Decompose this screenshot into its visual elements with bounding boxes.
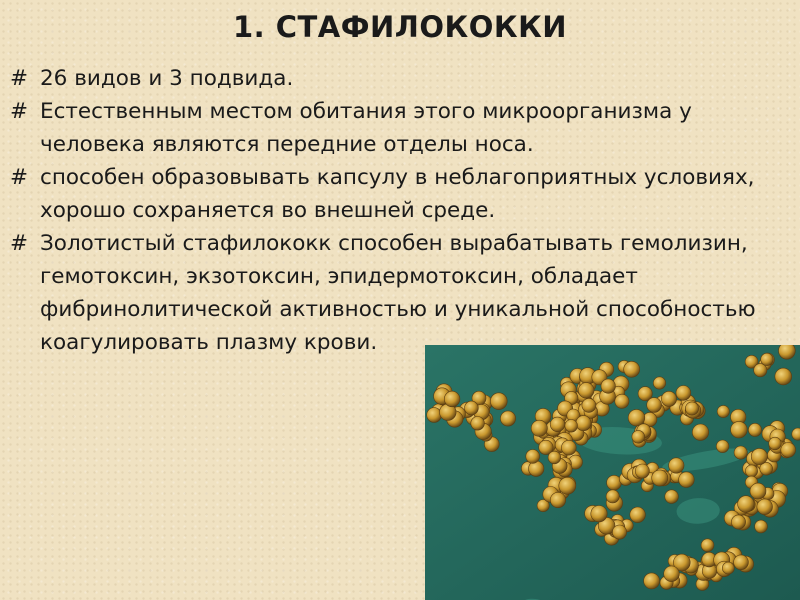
coccus-cell [717, 405, 729, 417]
coccus-cell [559, 477, 576, 494]
coccus-cell [550, 417, 565, 432]
coccus-cell [685, 402, 698, 415]
coccus-cell [775, 368, 792, 385]
coccus-cell [500, 411, 515, 426]
coccus-cell [734, 555, 749, 570]
bullet-text: способен образовывать капсулу в неблагоприятных условиях, хорошо сохраняется во внешней среде. [40, 165, 755, 223]
coccus-cell [716, 440, 729, 453]
coccus-cell [652, 470, 668, 486]
staphylococcus-micrograph [425, 345, 800, 600]
coccus-cell [647, 398, 662, 413]
coccus-cell [757, 499, 773, 515]
bullet-text: Золотистый стафилококк способен вырабатывать гемолизин, гемотоксин, экзотоксин, эпидермотоксин, обладает фибринолитической активностью и уникальной способностью коагулировать плазму крови. [40, 231, 756, 355]
coccus-cell [635, 464, 649, 478]
coccus-cell [692, 424, 708, 440]
coccus-cell [781, 443, 796, 458]
bullet-item [10, 95, 790, 161]
bullet-item [10, 62, 790, 95]
coccus-cell [738, 496, 755, 513]
bullet-text: Естественным местом обитания этого микроорганизма у человека являются передние отделы носа. [40, 99, 692, 157]
coccus-cell [745, 465, 757, 477]
coccus-cell [755, 520, 768, 533]
coccus-cell [591, 506, 607, 522]
coccus-cell [731, 421, 748, 438]
coccus-cell [751, 448, 767, 464]
coccus-cell [661, 391, 676, 406]
bullet-marker: # [10, 165, 29, 190]
coccus-cell [550, 492, 565, 507]
coccus-cell [769, 437, 782, 450]
coccus-cell [561, 440, 576, 455]
coccus-cell [748, 423, 761, 436]
coccus-cell [779, 345, 796, 359]
coccus-cell [526, 450, 540, 464]
bullet-marker: # [10, 99, 29, 124]
bullet-text: 26 видов и 3 подвида. [40, 66, 294, 91]
coccus-cell [612, 525, 626, 539]
coccus-cell [624, 361, 640, 377]
coccus-cell [664, 566, 680, 582]
bullet-item [10, 227, 790, 359]
coccus-cell [676, 386, 691, 401]
slide-title: 1. СТАФИЛОКОККИ [232, 10, 568, 44]
coccus-cell [630, 507, 646, 523]
coccus-cell [632, 430, 645, 443]
coccus-cell [548, 451, 561, 464]
coccus-cell [565, 420, 578, 433]
coccus-cell [731, 515, 745, 529]
coccus-cell [531, 420, 547, 436]
coccus-cell [701, 539, 714, 552]
coccus-cell [490, 393, 507, 410]
coccus-cell [582, 398, 596, 412]
coccus-cell [601, 379, 615, 393]
coccus-cell [750, 483, 766, 499]
coccus-cell [576, 416, 591, 431]
coccus-cell [761, 353, 773, 365]
coccus-cell [665, 490, 679, 504]
coccus-cell [722, 562, 734, 574]
coccus-cell [465, 401, 479, 415]
bullet-marker: # [10, 66, 29, 91]
coccus-cell [615, 394, 629, 408]
bullet-marker: # [10, 231, 29, 256]
coccus-cell [669, 458, 684, 473]
coccus-cell [644, 573, 660, 589]
bullet-list [10, 62, 790, 359]
coccus-cell [606, 490, 619, 503]
micrograph-illustration [425, 345, 800, 600]
coccus-cell [427, 408, 442, 423]
coccus-cell [734, 446, 747, 459]
coccus-cell [578, 383, 594, 399]
bullet-item [10, 161, 790, 227]
coccus-cell [628, 409, 645, 426]
coccus-cell [471, 417, 485, 431]
coccus-cell [679, 472, 695, 488]
coccus-cell [444, 391, 460, 407]
coccus-cell [653, 377, 665, 389]
